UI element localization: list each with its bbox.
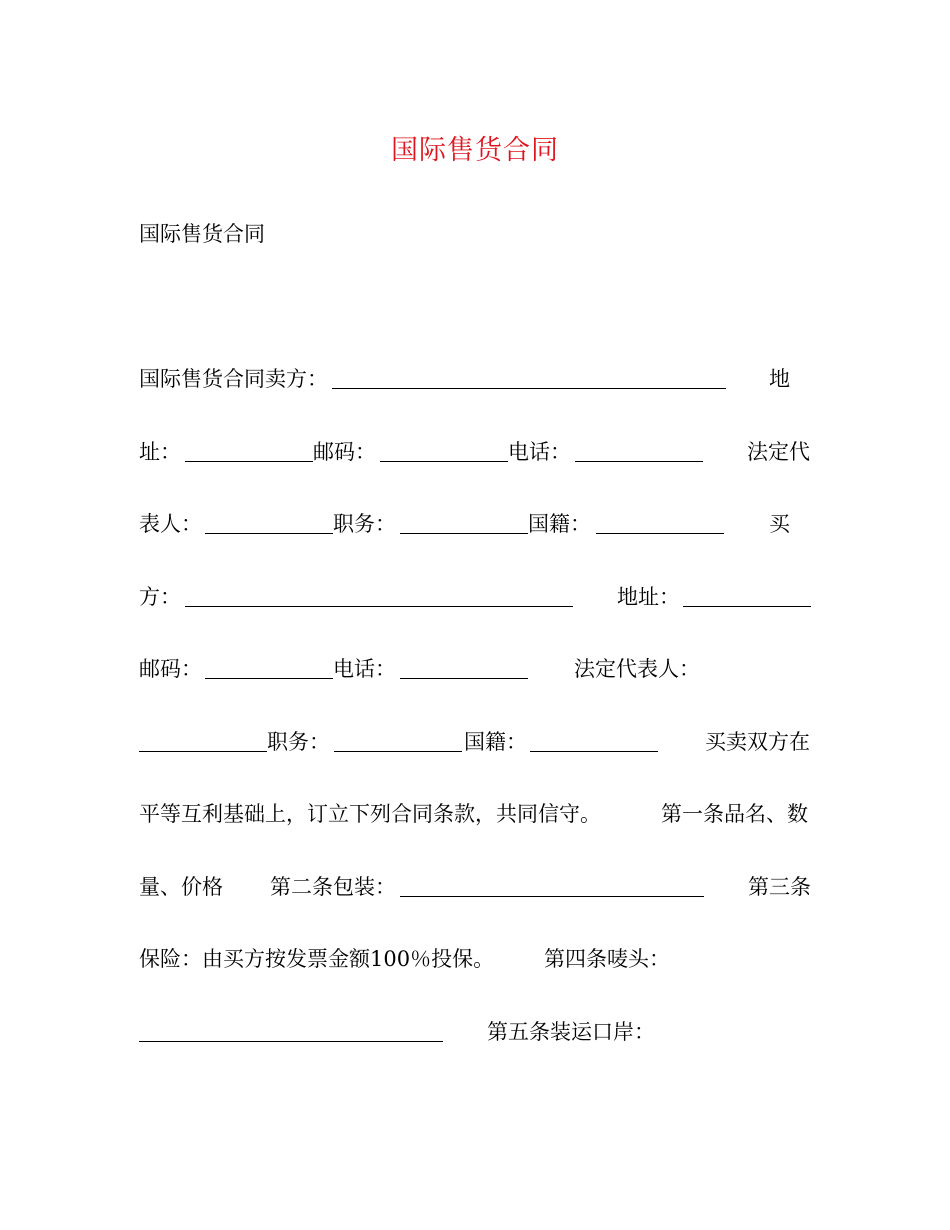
article-5-heading: 第五条装运口岸：: [487, 1020, 655, 1044]
buyer-position-label: 职务：: [267, 730, 330, 754]
article-1-heading-rest: 量、价格: [139, 875, 223, 899]
address-label-part: 地: [769, 367, 790, 391]
buyer-phone-blank: [400, 678, 528, 679]
packing-blank: [400, 896, 704, 897]
body-line: [139, 580, 815, 614]
postcode-label: 邮码：: [313, 440, 376, 464]
article-2-heading: 第二条包装：: [270, 875, 396, 899]
buyer-blank: [185, 606, 573, 607]
address-label-rest: 址：: [139, 440, 181, 464]
buyer-legal-rep-label: 法定代表人：: [574, 657, 700, 681]
article-3-heading-part: 第三条: [748, 875, 811, 899]
body-line: [139, 362, 815, 396]
buyer-phone-label: 电话：: [333, 657, 396, 681]
buyer-address-label: 地址：: [617, 585, 680, 609]
document-title: 国际售货合同: [391, 135, 559, 166]
article-4-heading: 第四条唛头：: [544, 947, 670, 971]
seller-label: 国际售货合同卖方：: [139, 367, 328, 391]
seller-address-blank: [185, 461, 313, 462]
legal-rep-label-rest: 表人：: [139, 512, 202, 536]
buyer-postcode-label: 邮码：: [139, 657, 202, 681]
body-line: [139, 652, 815, 686]
body-line: [139, 725, 815, 759]
body-line: [139, 435, 815, 469]
body-line: [139, 1015, 815, 1049]
position-label: 职务：: [333, 512, 396, 536]
body-line: [139, 507, 815, 541]
seller-legal-rep-blank: [205, 533, 333, 534]
buyer-position-blank: [334, 751, 462, 752]
buyer-nationality-label: 国籍：: [464, 730, 527, 754]
article-3-insurance-text: 保险：由买方按发票金额100％投保。: [139, 947, 495, 971]
body-line: [139, 870, 815, 904]
buyer-legal-rep-blank: [139, 751, 267, 752]
article-1-heading-part: 第一条品名、数: [661, 802, 808, 826]
seller-phone-blank: [575, 461, 703, 462]
document-subtitle: 国际售货合同: [139, 222, 265, 246]
seller-position-blank: [400, 533, 528, 534]
seller-nationality-blank: [596, 533, 724, 534]
buyer-label-part: 买: [769, 512, 790, 536]
agreement-text-part: 买卖双方在: [705, 730, 810, 754]
phone-label: 电话：: [508, 440, 571, 464]
shipping-mark-blank: [139, 1041, 443, 1042]
seller-blank: [332, 388, 726, 389]
agreement-text-rest: 平等互利基础上，订立下列合同条款，共同信守。: [139, 802, 601, 826]
body-line: [139, 942, 815, 976]
body-line: [139, 797, 815, 831]
buyer-address-blank: [683, 606, 811, 607]
buyer-label-rest: 方：: [139, 585, 181, 609]
buyer-nationality-blank: [530, 751, 658, 752]
legal-rep-label-part: 法定代: [747, 440, 810, 464]
nationality-label: 国籍：: [528, 512, 591, 536]
seller-postcode-blank: [380, 461, 508, 462]
buyer-postcode-blank: [205, 678, 333, 679]
